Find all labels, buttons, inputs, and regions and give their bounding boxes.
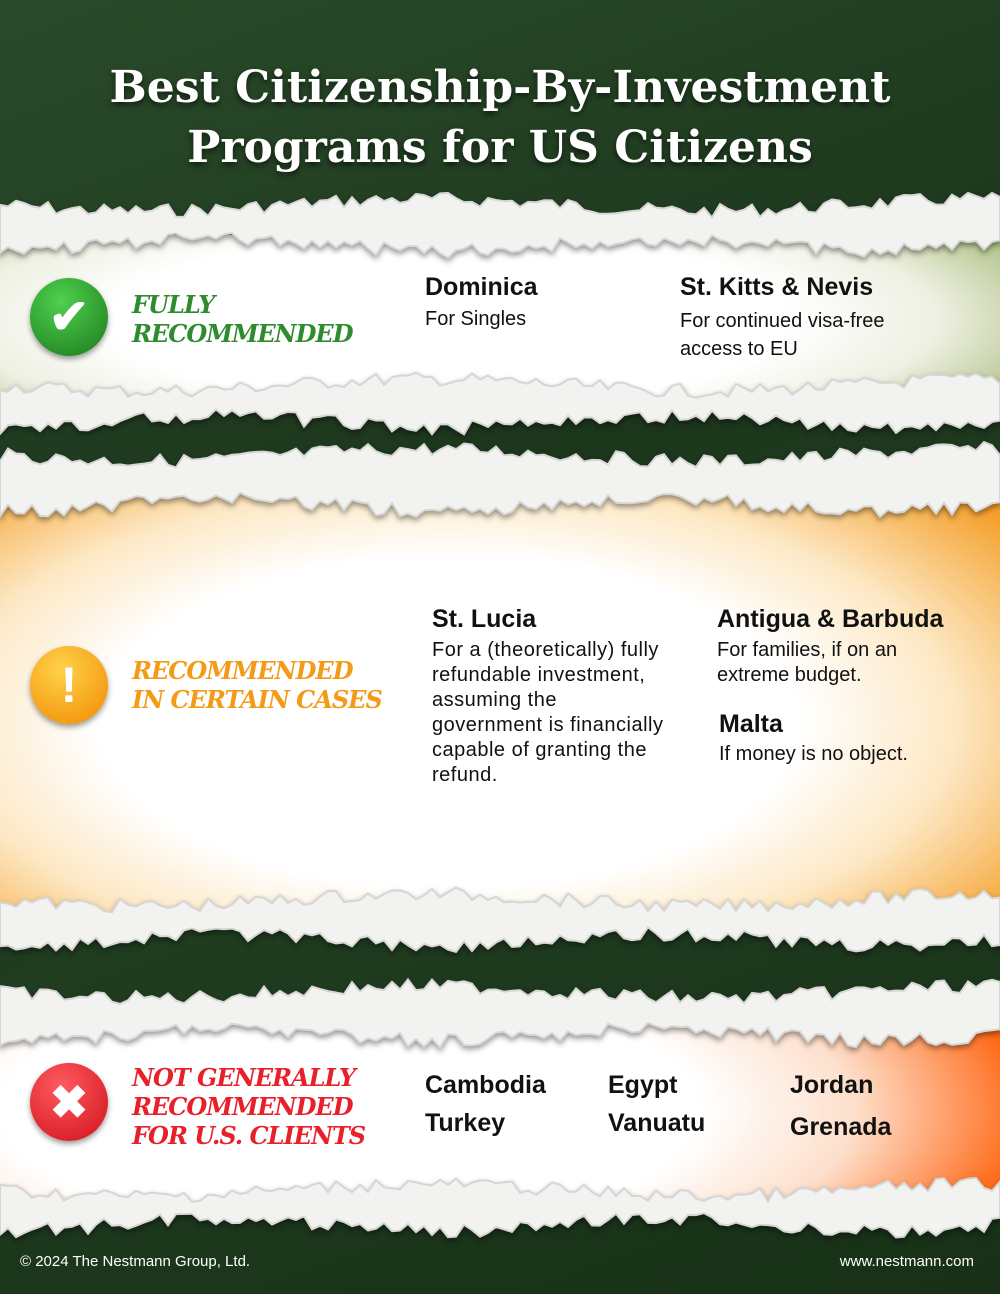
torn-paper-strip: [0, 1178, 1000, 1238]
label-line: RECOMMENDED: [132, 1092, 353, 1121]
exclamation-icon: !: [30, 646, 108, 724]
country-name: Antigua & Barbuda: [717, 605, 944, 633]
country-name: Malta: [719, 710, 783, 738]
check-icon: ✔: [30, 278, 108, 356]
torn-paper-strip: [0, 888, 1000, 952]
country-description: If money is no object.: [719, 743, 908, 765]
country-description: For families, if on an extreme budget.: [717, 639, 898, 686]
country-name: Egypt: [608, 1071, 678, 1099]
country-description: For Singles: [425, 308, 527, 330]
copyright: © 2024 The Nestmann Group, Ltd.: [20, 1253, 251, 1270]
website-link[interactable]: www.nestmann.com: [839, 1253, 974, 1270]
title-line-2: Programs for US Citizens: [187, 122, 813, 173]
x-icon: ✖: [30, 1063, 108, 1141]
title-line-1: Best Citizenship-By-Investment: [109, 62, 891, 113]
torn-paper-strip: [0, 373, 1000, 435]
section-label: [132, 656, 382, 714]
label-line: RECOMMENDED: [132, 319, 353, 348]
torn-paper-strip: [0, 442, 1000, 517]
country-description: For a (theoretically) fully refundable investment, assuming the government is financially capable of granting the refund.: [432, 639, 664, 786]
country-name: Cambodia: [425, 1071, 546, 1099]
country-name: Grenada: [790, 1113, 892, 1141]
country-name: Jordan: [790, 1071, 874, 1099]
country-name: Dominica: [425, 273, 538, 301]
section-label: [132, 1063, 365, 1150]
label-line: FULLY: [132, 290, 215, 319]
label-line: RECOMMENDED: [132, 656, 353, 685]
country-name: Turkey: [425, 1109, 506, 1137]
label-line: FOR U.S. CLIENTS: [132, 1121, 366, 1150]
country-name: St. Kitts & Nevis: [680, 273, 874, 301]
country-name: St. Lucia: [432, 605, 537, 633]
section-label: [132, 290, 353, 348]
country-name: Vanuatu: [608, 1109, 706, 1137]
torn-paper-strip: [0, 979, 1000, 1047]
torn-paper-strip: [0, 193, 1000, 258]
label-line: IN CERTAIN CASES: [132, 685, 382, 714]
country-description: For continued visa-free access to EU: [680, 310, 885, 360]
label-line: NOT GENERALLY: [132, 1063, 355, 1092]
